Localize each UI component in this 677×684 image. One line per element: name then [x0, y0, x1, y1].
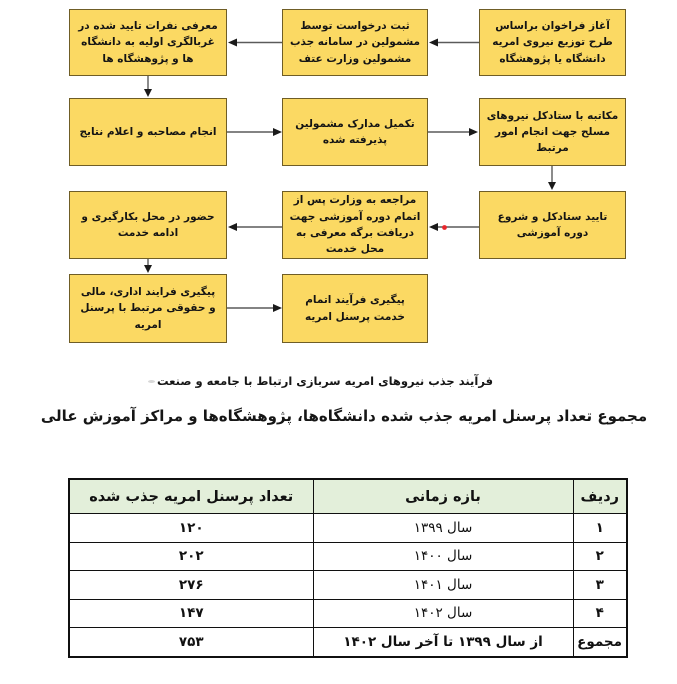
- table-caption: مجموع تعداد پرسنل امریه جذب شده دانشگاه‌ها، پژوهشگاه‌ها و مراکز آموزش عالی: [40, 407, 648, 425]
- red-dot-marker: [442, 225, 447, 230]
- arrowhead-right-icon: [273, 304, 282, 312]
- arrowhead-down-icon: [548, 182, 556, 190]
- flow-box-completion-followup: پیگیری فرآیند اتمام خدمت پرسنل امریه: [282, 274, 428, 343]
- header-time-period: بازه زمانی: [313, 479, 573, 514]
- cell-count: ۱۲۰: [69, 514, 313, 543]
- cell-count: ۱۴۷: [69, 599, 313, 628]
- cell-period: سال ۱۴۰۰: [313, 542, 573, 571]
- recruitment-table: [68, 478, 628, 658]
- cell-row-number: ۲: [573, 542, 627, 571]
- cell-count: ۲۰۲: [69, 542, 313, 571]
- cell-period: سال ۱۴۰۱: [313, 571, 573, 600]
- flow-box-admin-followup: پیگیری فرایند اداری، مالی و حقوقی مرتبط با پرسنل امریه: [69, 274, 227, 343]
- arrowhead-left-icon: [228, 39, 237, 47]
- arrowhead-left-icon: [429, 39, 438, 47]
- flow-box-correspondence-staff: مکاتبه با ستادکل نیروهای مسلح جهت انجام امور مرتبط: [479, 98, 626, 166]
- header-personnel-count: تعداد پرسنل امریه جذب شده: [69, 479, 313, 514]
- arrowhead-left-icon: [429, 223, 438, 231]
- cell-row-number: ۴: [573, 599, 627, 628]
- flow-box-visit-ministry: مراجعه به وزارت پس از اتمام دوره آموزشی جهت دریافت برگه معرفی به محل خدمت: [282, 191, 428, 259]
- header-row-number: ردیف: [573, 479, 627, 514]
- flow-box-introduce-approved: معرفی نفرات تایید شده در غربالگری اولیه به دانشگاه ها و پژوهشگاه ها: [69, 9, 227, 76]
- table-row: [69, 542, 627, 571]
- flowchart-caption: فرآیند جذب نیروهای امریه سربازی ارتباط با جامعه و صنعت: [157, 374, 493, 388]
- flow-box-staff-approval-training: تایید ستادکل و شروع دوره آموزشی: [479, 191, 626, 259]
- flow-box-complete-documents: تکمیل مدارک مشمولین پذیرفته شده: [282, 98, 428, 166]
- flow-box-interview-results: انجام مصاحبه و اعلام نتایج: [69, 98, 227, 166]
- cell-total-period: از سال ۱۳۹۹ تا آخر سال ۱۴۰۲: [313, 628, 573, 657]
- table-header-row: [69, 479, 627, 514]
- table-row: [69, 599, 627, 628]
- arrowhead-left-icon: [228, 223, 237, 231]
- cell-total-label: مجموع: [573, 628, 627, 657]
- arrowhead-right-icon: [273, 128, 282, 136]
- flow-box-request-registration: ثبت درخواست توسط مشمولین در سامانه جذب مشمولین وزارت عتف: [282, 9, 428, 76]
- table-row: [69, 514, 627, 543]
- cell-period: سال ۱۴۰۲: [313, 599, 573, 628]
- cell-row-number: ۱: [573, 514, 627, 543]
- table-row: [69, 571, 627, 600]
- cell-count: ۲۷۶: [69, 571, 313, 600]
- cell-row-number: ۳: [573, 571, 627, 600]
- arrowhead-down-icon: [144, 265, 152, 273]
- flow-box-presence-service: حضور در محل بکارگیری و ادامه خدمت: [69, 191, 227, 259]
- cell-total-count: ۷۵۳: [69, 628, 313, 657]
- cell-period: سال ۱۳۹۹: [313, 514, 573, 543]
- arrowhead-right-icon: [469, 128, 478, 136]
- arrowhead-down-icon: [144, 89, 152, 97]
- flow-box-call-announcement: آغاز فراخوان براساس طرح توزیع نیروی امریه دانشگاه یا پژوهشگاه: [479, 9, 626, 76]
- table-total-row: [69, 628, 627, 657]
